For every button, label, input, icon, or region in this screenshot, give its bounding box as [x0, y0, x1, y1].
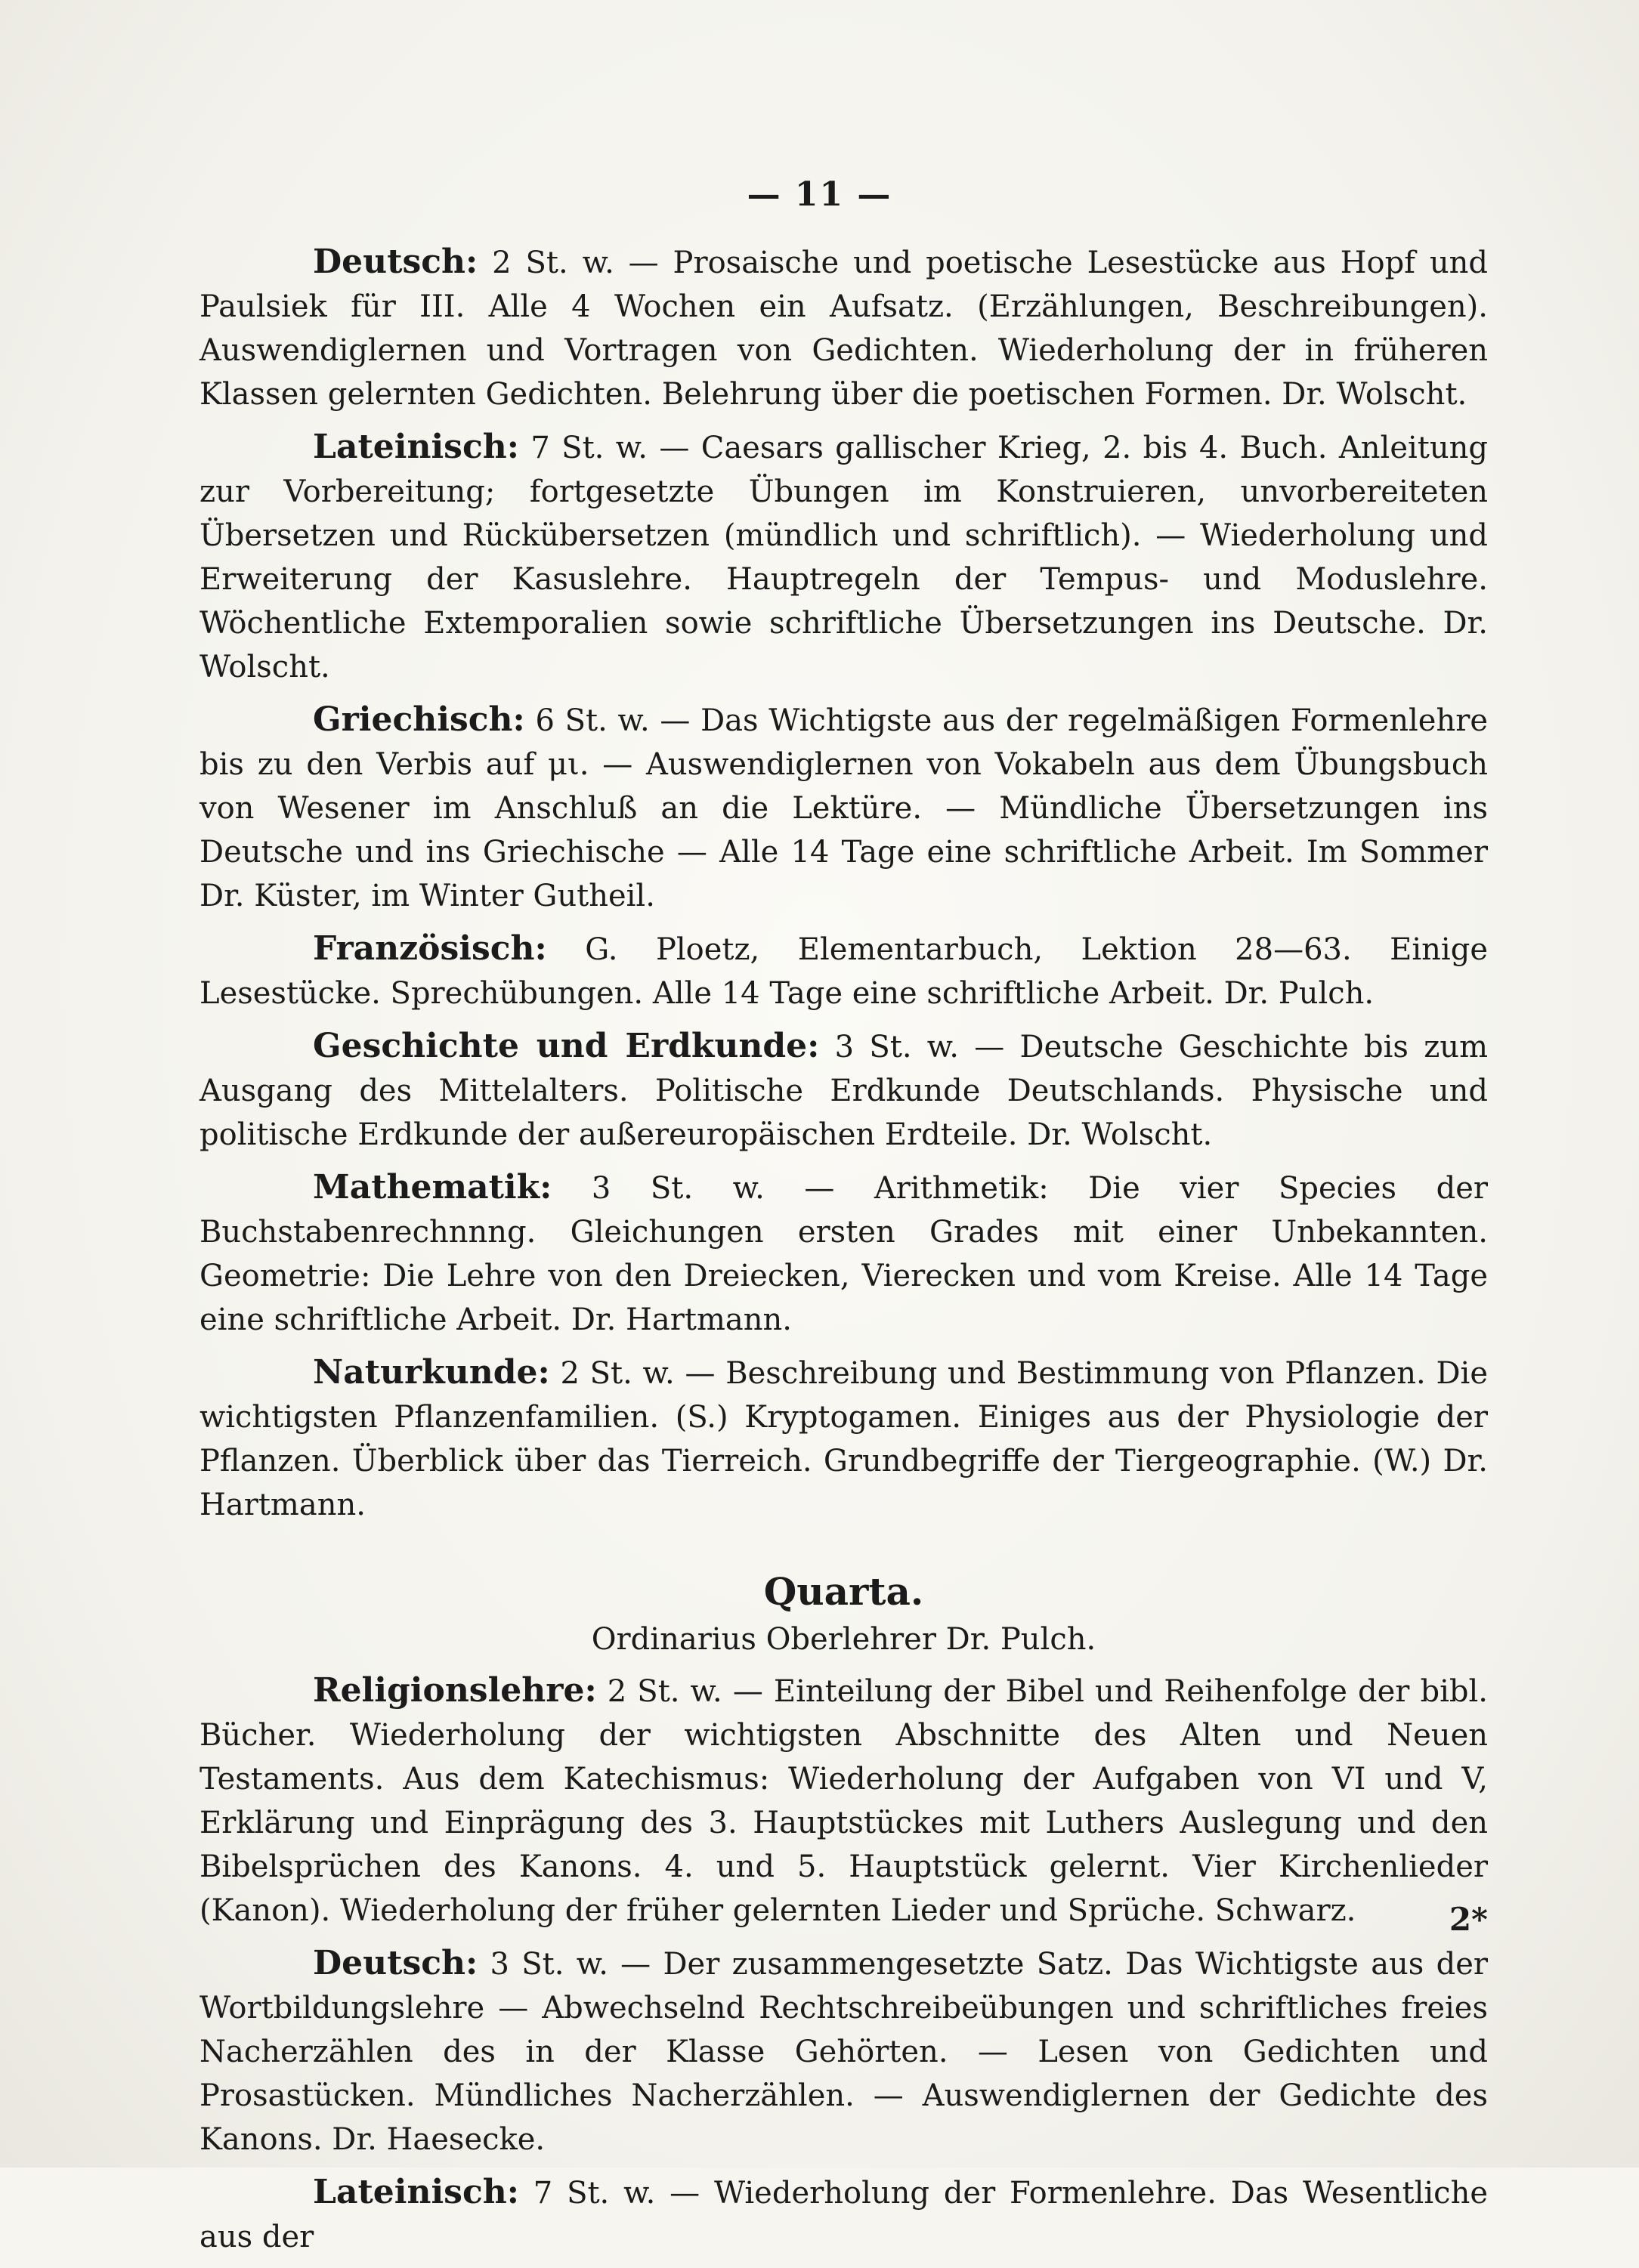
paragraph-lateinisch-iiib	[199, 425, 1488, 689]
paragraph-text: 3 St. w. — Der zusammengesetzte Satz. Das Wichtigste aus der Wortbildungslehre — Abwechselnd Rechtschreibeübungen und schriftliches freies Nacherzählen des in der Klasse Gehörten. — Lesen von Gedichten und Prosastücken. Mündliches Nacherzählen. — Auswendiglernen der Gedichte des Kanons. Dr. Haesecke.	[199, 1947, 1488, 2157]
page-number: — 11 —	[747, 175, 892, 214]
paragraph-text: G. Ploetz, Elementarbuch, Lektion 28—63. Einige Lesestücke. Sprechübungen. Alle 14 Tage eine schriftliche Arbeit. Dr. Pulch.	[199, 932, 1488, 1011]
paragraph-text: 2 St. w. — Einteilung der Bibel und Reihenfolge der bibl. Bücher. Wiederholung der wichtigsten Abschnitte des Alten und Neuen Testaments. Aus dem Katechismus: Wiederholung der Aufgaben von VI und V, Erklärung und Einprägung des 3. Hauptstückes mit Luthers Auslegung und den Bibelsprüchen des Kanons. 4. und 5. Hauptstück gelernt. Vier Kirchenlieder (Kanon). Wiederholung der früher gelernten Lieder und Sprüche. Schwarz.	[199, 1674, 1488, 1928]
paragraph-griechisch	[199, 698, 1488, 918]
subject-heading: Naturkunde:	[313, 1353, 550, 1392]
paragraph-franzoesisch	[199, 927, 1488, 1015]
paragraph-text: 3 St. w. — Arithmetik: Die vier Species der Buchstabenrechnnng. Gleichungen ersten Grades mit einer Unbekannten. Geometrie: Die Lehre von den Dreiecken, Vierecken und vom Kreise. Alle 14 Tage eine schriftliche Arbeit. Dr. Hartmann.	[199, 1171, 1488, 1337]
paragraph-geschichte-erdkunde	[199, 1024, 1488, 1157]
paragraph-text: 7 St. w. — Wiederholung der Formenlehre. Das Wesentliche aus der	[199, 2176, 1488, 2254]
subject-heading: Religionslehre:	[313, 1671, 597, 1710]
subject-heading: Geschichte und Erdkunde:	[313, 1027, 820, 1065]
subject-heading: Lateinisch:	[313, 428, 519, 466]
paragraph-text: 7 St. w. — Caesars gallischer Krieg, 2. bis 4. Buch. Anleitung zur Vorbereitung; fortgesetzte Übungen im Konstruieren, unvorbereiteten Übersetzen und Rückübersetzen (mündlich und schriftlich). — Wiederholung und Erweiterung der Kasuslehre. Hauptregeln der Tempus- und Moduslehre. Wöchentliche Extemporalien sowie schriftliche Übersetzungen ins Deutsche. Dr. Wolscht.	[199, 431, 1488, 684]
subject-heading: Deutsch:	[313, 243, 478, 281]
paragraph-text: 3 St. w. — Deutsche Geschichte bis zum Ausgang des Mittelalters. Politische Erdkunde Deutschlands. Physische und politische Erdkunde der außereuropäischen Erdteile. Dr. Wolscht.	[199, 1030, 1488, 1152]
subject-heading: Deutsch:	[313, 1944, 478, 1982]
subject-heading: Mathematik:	[313, 1168, 552, 1207]
paragraph-deutsch-iiib	[199, 240, 1488, 416]
paragraph-text: 2 St. w. — Beschreibung und Bestimmung von Pflanzen. Die wichtigsten Pflanzenfamilien. (S.) Kryptogamen. Einiges aus der Physiologie der Pflanzen. Überblick über das Tierreich. Grundbegriffe der Tiergeographie. (W.) Dr. Hartmann.	[199, 1356, 1488, 1522]
paragraph-religionslehre	[199, 1669, 1488, 1933]
subject-heading: Griechisch:	[313, 700, 525, 739]
document-body	[199, 240, 1488, 2268]
section-title: Quarta.	[763, 1569, 924, 1614]
section-subtitle: Ordinarius Oberlehrer Dr. Pulch.	[591, 1622, 1096, 1657]
signature-mark: 2*	[1449, 1901, 1488, 1938]
subject-heading: Lateinisch:	[313, 2173, 519, 2211]
paragraph-deutsch-quarta	[199, 1942, 1488, 2161]
paragraph-text: 6 St. w. — Das Wichtigste aus der regelmäßigen Formenlehre bis zu den Verbis auf μι. — Auswendiglernen von Vokabeln aus dem Übungsbuch von Wesener im Anschluß an die Lektüre. — Mündliche Übersetzungen ins Deutsche und ins Griechische — Alle 14 Tage eine schriftliche Arbeit. Im Sommer Dr. Küster, im Winter Gutheil.	[199, 703, 1488, 913]
paragraph-text: 2 St. w. — Prosaische und poetische Lesestücke aus Hopf und Paulsiek für III. Alle 4 Wochen ein Aufsatz. (Erzählungen, Beschreibungen). Auswendiglernen und Vortragen von Gedichten. Wiederholung der in früheren Klassen gelernten Gedichten. Belehrung über die poetischen Formen. Dr. Wolscht.	[199, 246, 1488, 412]
paragraph-lateinisch-quarta	[199, 2171, 1488, 2259]
subject-heading: Französisch:	[313, 929, 547, 968]
paragraph-naturkunde	[199, 1351, 1488, 1527]
paragraph-mathematik	[199, 1166, 1488, 1342]
